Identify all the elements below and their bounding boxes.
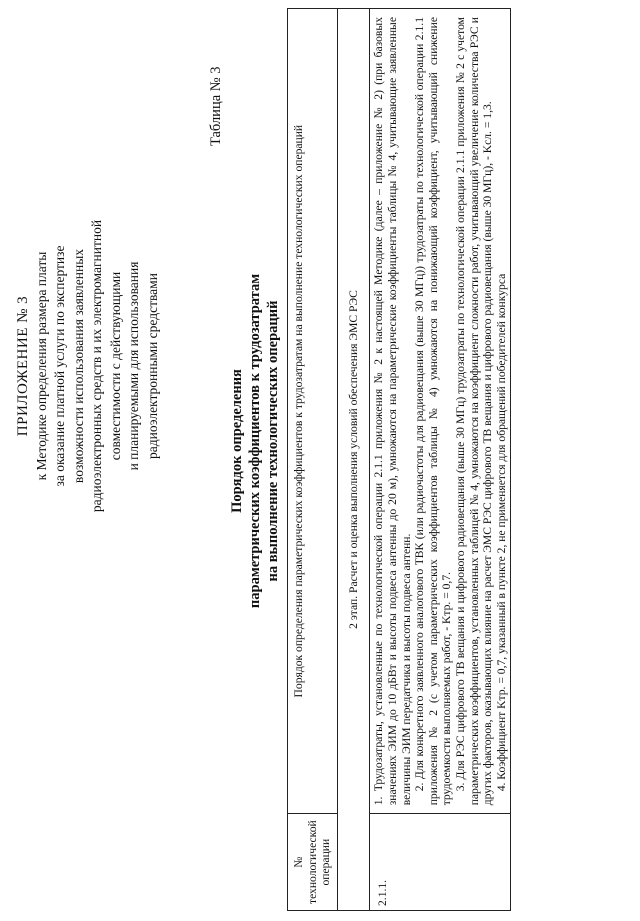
- stage-row: [337, 9, 370, 911]
- paragraph-1: 1. Трудозатраты, установленные по технологической операции 2.1.1 приложения № 2 к настоящей Методике (далее – приложение № 2) (при базовых значениях ЭИМ до 10 дБВт и высоты подвеса антенны до 20 м), умножаются на параметрические коэффициенты таблицы № 4, учитывающие заявленные величины ЭИМ передатчика и высоты подвеса антенн.: [372, 17, 413, 806]
- appendix-line: за оказание платной услуги по экспертизе: [52, 245, 67, 487]
- column-header-operation-number: № технологической операции: [288, 814, 338, 911]
- column-header-procedure: Порядок определения параметрических коэффициентов к трудозатратам на выполнение технологических операций: [288, 9, 338, 814]
- appendix-line: к Методике определения размера платы: [33, 251, 49, 481]
- table-number: Таблица № 3: [208, 66, 224, 146]
- table-header-row: [288, 9, 338, 911]
- appendix-line: радиоэлектронными средствами: [144, 273, 160, 459]
- procedure-text: [370, 9, 511, 814]
- paragraph-4: 4. Коэффициент Kтр. = 0,7, указанный в пункте 2, не применяется для обращений победителей конкурса: [494, 273, 508, 792]
- coefficients-table: [287, 8, 511, 911]
- appendix-line: возможности использования заявленных: [70, 248, 86, 484]
- operation-number: 2.1.1.: [370, 814, 511, 911]
- appendix-line: и планируемыми для использования: [126, 261, 141, 471]
- appendix-header: [14, 156, 162, 576]
- document-title: [228, 241, 282, 641]
- appendix-title: ПРИЛОЖЕНИЕ № 3: [15, 295, 31, 437]
- paragraph-3: 3. Для РЭС цифрового ТВ вещания и цифрового радиовещания (выше 30 МГц) трудозатраты по технологической операции 2.1.1 приложения № 2 с учетом параметрических коэффициентов, установленных таблицей № 4, умножаются на коэффициент сложности работ, учитывающий увеличение количества РЭС и других факторов, оказывающих влияние на расчет ЭМС РЭС цифрового ТВ вещания и цифрового радиовещания (выше 30 МГц), - Kсл. = 1,3.: [453, 17, 495, 806]
- appendix-line: радиоэлектронных средств и их электромагнитной: [89, 219, 104, 513]
- title-line: параметрических коэффициентов к трудозатратам: [247, 273, 263, 609]
- appendix-line: совместимости с действующими: [107, 271, 123, 461]
- table-row: [370, 9, 511, 911]
- title-line: на выполнение технологических операций: [265, 300, 281, 582]
- stage-label: 2 этап. Расчет и оценка выполнения условий обеспечения ЭМС РЭС: [337, 9, 370, 911]
- title-line: Порядок определения: [229, 369, 245, 513]
- paragraph-2: 2. Для конкретного заявленного аналогового ТВК (или радиочастоты для радиовещания (выше 30 МГц)) трудозатраты по технологической операции 2.1.1 приложения № 2 (с учетом параметрических коэффициентов таблицы № 4) умножаются на понижающий коэффициент, учитывающий снижение трудоемкости выполняемых работ, - Kтр. = 0,7.: [413, 17, 454, 806]
